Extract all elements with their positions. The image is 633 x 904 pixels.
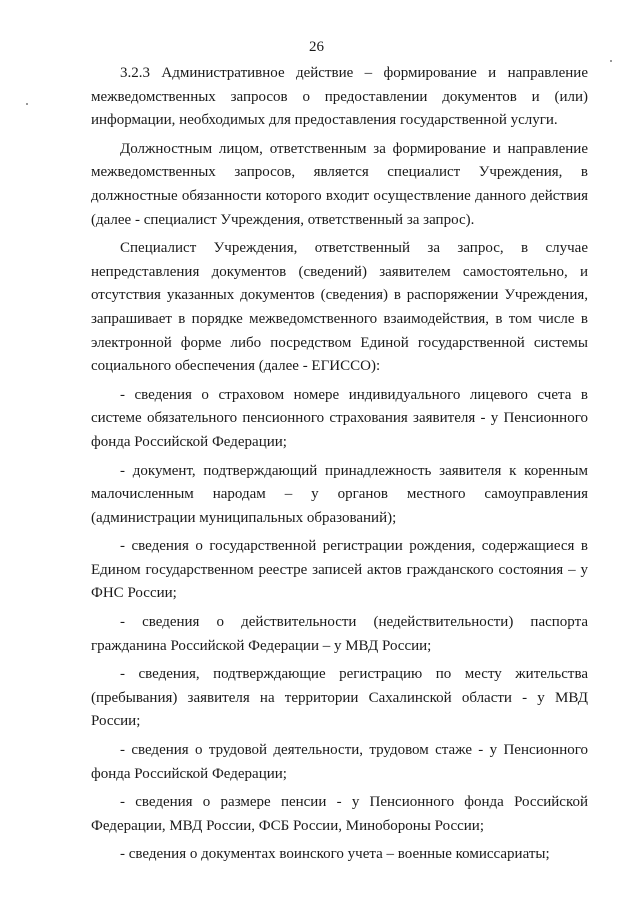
paragraph-responsible-official: Должностным лицом, ответственным за формирование и направление межведомственных запросов, является специалист Учреждения, в должностные обязанности которого входит осуществление данного действия (далее - специалист Учреждения, ответственный за запрос). [91, 140, 588, 228]
list-item-passport-validity: - сведения о действительности (недействительности) паспорта гражданина Российской Федерации – у МВД России; [91, 614, 588, 654]
paragraph-request-procedure: Специалист Учреждения, ответственный за запрос, в случае непредставления документов (сведений) заявителем самостоятельно, и отсутствия указанных документов (сведения) в распоряжении Учреждения, запрашивает в порядке межведомственного взаимодействия, в том числе в электронной форме либо посредством Единой государственной системы социального обеспечения (далее - ЕГИССО): [91, 240, 588, 375]
document-body [91, 62, 588, 872]
list-item-pension-insurance-number: - сведения о страховом номере индивидуального лицевого счета в системе обязательного пенсионного страхования заявителя - у Пенсионного фонда Российской Федерации; [91, 386, 588, 450]
paragraph-section-heading: 3.2.3 Административное действие – формирование и направление межведомственных запросов о предоставлении документов и (или) информации, необходимых для предоставления государственной услуги. [91, 65, 588, 129]
list-item-work-experience: - сведения о трудовой деятельности, трудовом стаже - у Пенсионного фонда Российской Федерации; [91, 742, 588, 782]
scan-speck [26, 103, 28, 105]
list-item-residence-registration: - сведения, подтверждающие регистрацию по месту жительства (пребывания) заявителя на территории Сахалинской области - у МВД России; [91, 666, 588, 730]
list-item-pension-amount: - сведения о размере пенсии - у Пенсионного фонда Российской Федерации, МВД России, ФСБ России, Минобороны России; [91, 794, 588, 834]
list-item-birth-registration: - сведения о государственной регистрации рождения, содержащиеся в Едином государственном реестре записей актов гражданского состояния – у ФНС России; [91, 538, 588, 602]
list-item-military-registration: - сведения о документах воинского учета – военные комиссариаты; [120, 846, 550, 863]
page-number: 26 [309, 39, 324, 55]
scan-speck [610, 60, 612, 62]
list-item-indigenous-peoples-document: - документ, подтверждающий принадлежность заявителя к коренным малочисленным народам – у органов местного самоуправления (администрации муниципальных образований); [91, 462, 588, 526]
